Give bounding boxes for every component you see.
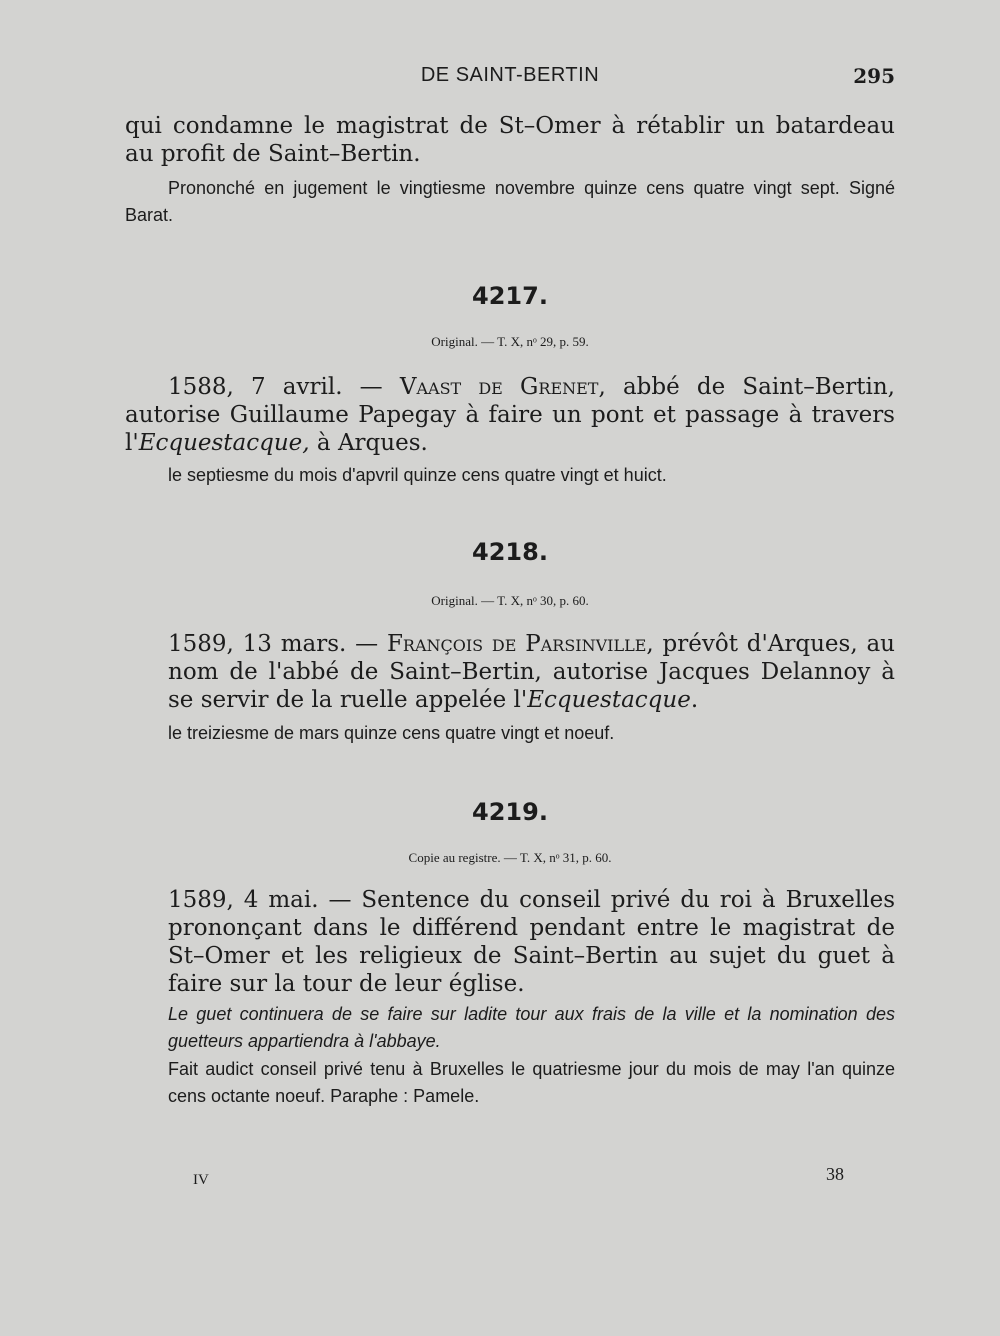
entry-summary-end: à Arques. [309, 430, 428, 456]
entry-person: François de Parsinville [386, 631, 647, 657]
signature-mark: IV [193, 1172, 209, 1188]
entry-source: Original. — T. X, nᵒ 30, p. 60. [431, 593, 589, 608]
entry-source: Copie au registre. — T. X, nᵒ 31, p. 60. [408, 850, 612, 865]
page-header [125, 64, 895, 94]
entry-place: Ecquestacque [527, 687, 691, 713]
entry-summary-text: , prévôt d'Arques, au nom de l'abbé de Saint–Bertin, autorise Jacques Delannoy à se servir de la ruelle appelée l' [168, 631, 895, 713]
entry-number: 4219. [472, 798, 548, 826]
sheet-number: 38 [826, 1164, 844, 1184]
entry-number: 4218. [472, 538, 548, 566]
continuation-paragraph: qui condamne le magistrat de St–Omer à rétablir un batardeau au profit de Saint–Bertin. [125, 113, 895, 167]
page-number: 295 [853, 64, 895, 88]
entry-date: 1589, 13 mars. — [168, 631, 387, 657]
entry-person: Vaast de Grenet [399, 374, 599, 400]
entry-summary-end: . [690, 687, 699, 713]
entry-excerpt-italic: Le guet continuera de se faire sur ladite tour aux frais de la ville et la nomination des guetteurs appartiendra à l'abbaye. [168, 1004, 895, 1051]
entry-summary [168, 630, 895, 714]
entry-date: 1588, 7 avril. — [168, 374, 400, 400]
entry-source: Original. — T. X, nᵒ 29, p. 59. [431, 334, 589, 349]
entry-excerpt: le septiesme du mois d'apvril quinze cens quatre vingt et huict. [168, 465, 667, 485]
entry-excerpt: le treiziesme de mars quinze cens quatre vingt et noeuf. [168, 723, 615, 743]
entry-summary [168, 886, 895, 998]
running-title: DE SAINT-BERTIN [420, 64, 600, 86]
entry-summary [125, 373, 895, 457]
entry-summary-text: Sentence du conseil privé du roi à Bruxelles prononçant dans le différend pendant entre le magistrat de St–Omer et les religieux de Saint–Bertin au sujet du guet à faire sur la tour de leur église. [168, 887, 895, 997]
intro-excerpt: Prononché en jugement le vingtiesme novembre quinze cens quatre vingt sept. Signé Barat. [125, 178, 895, 225]
entry-excerpt: Fait audict conseil privé tenu à Bruxelles le quatriesme jour du mois de may l'an quinze cens octante noeuf. Paraphe : Pamele. [168, 1059, 895, 1106]
entry-number: 4217. [472, 282, 548, 310]
entry-date: 1589, 4 mai. — [168, 887, 362, 913]
entry-summary-text: , abbé de Saint–Bertin, autorise Guillaume Papegay à faire un pont et passage à travers l' [125, 374, 895, 456]
entry-place: Ecquestacque, [138, 430, 310, 456]
